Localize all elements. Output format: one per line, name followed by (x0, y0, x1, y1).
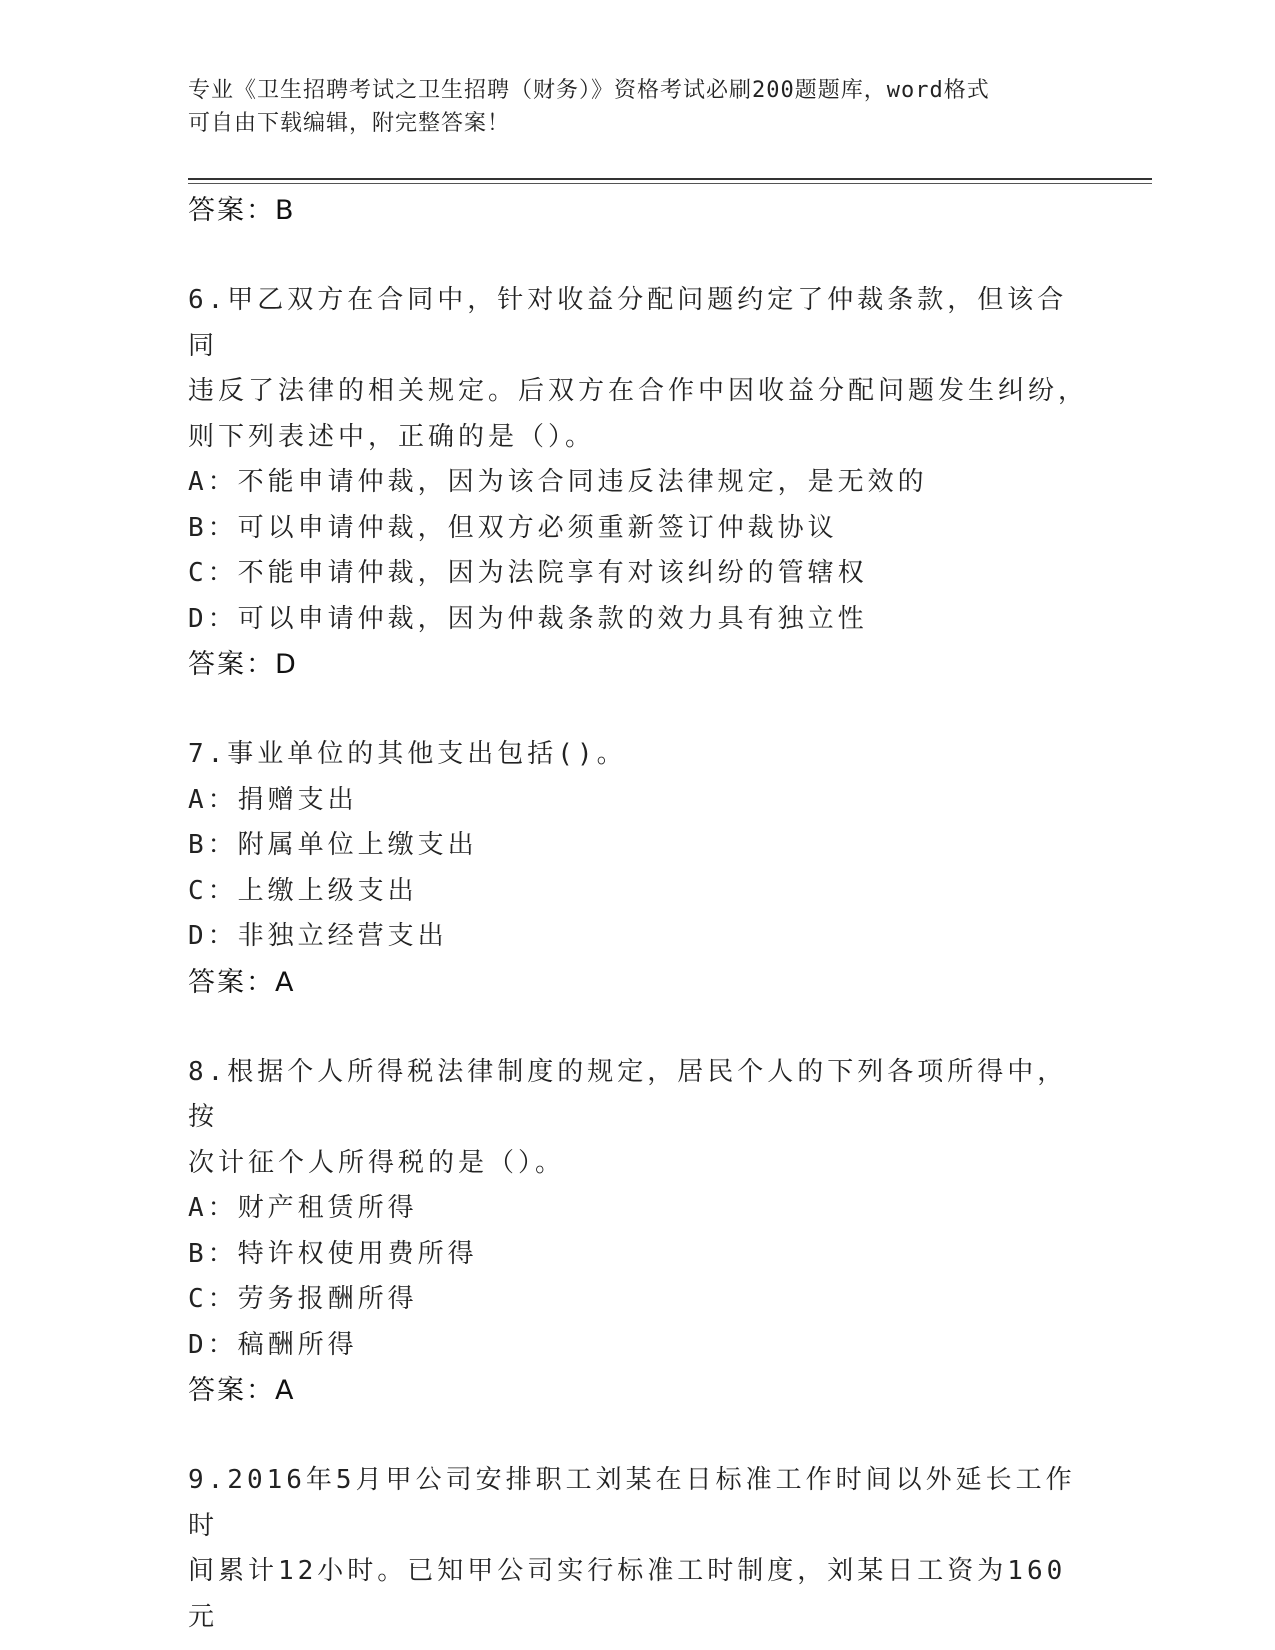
question-stem-line: 8.根据个人所得税法律制度的规定，居民个人的下列各项所得中，按 (188, 1056, 1068, 1132)
option-d: D：非独立经营支出 (188, 921, 448, 951)
question-stem-line: 间累计12小时。已知甲公司实行标准工时制度，刘某日工资为160元 (188, 1556, 1067, 1632)
answer-label: 答案： (188, 1375, 275, 1406)
question-8 (188, 1050, 1088, 1415)
answer-value: B (275, 195, 296, 226)
answer-line (188, 960, 1088, 1006)
option-b: B：附属单位上缴支出 (188, 830, 478, 860)
option-b: B：特许权使用费所得 (188, 1238, 478, 1269)
option-d: D：可以申请仲裁，因为仲裁条款的效力具有独立性 (188, 603, 868, 634)
option-a: A：财产租赁所得 (188, 1193, 418, 1223)
header-line-1: 专业《卫生招聘考试之卫生招聘（财务）》资格考试必刷200题题库，word格式 (188, 78, 990, 103)
question-stem-line: 7.事业单位的其他支出包括()。 (188, 739, 627, 769)
question-6 (188, 278, 1088, 688)
question-stem-line: 违反了法律的相关规定。后双方在合作中因收益分配问题发生纠纷， (188, 376, 1089, 406)
spacer (188, 1006, 1088, 1050)
option-b: B：可以申请仲裁，但双方必须重新签订仲裁协议 (188, 512, 838, 543)
option-c: C：不能申请仲裁，因为法院享有对该纠纷的管辖权 (188, 558, 868, 588)
answer-label: 答案： (188, 966, 275, 998)
question-7 (188, 732, 1088, 1006)
question-stem-line: 次计征个人所得税的是（）。 (188, 1147, 566, 1178)
answer-line (188, 1368, 1088, 1414)
answer-label: 答案： (188, 195, 275, 226)
answer-line (188, 188, 1088, 234)
option-d: D：稿酬所得 (188, 1329, 358, 1360)
answer-value: A (275, 966, 296, 998)
answer-line (188, 642, 1088, 688)
question-9 (188, 1458, 1088, 1640)
question-stem-line: 则下列表述中，正确的是（）。 (188, 421, 596, 452)
header-divider-thin (188, 183, 1152, 184)
spacer (188, 234, 1088, 278)
page-header (188, 74, 1088, 140)
spacer (188, 1414, 1088, 1458)
answer-value: A (275, 1375, 296, 1406)
option-c: C：劳务报酬所得 (188, 1284, 418, 1314)
question-stem-line: 9.2016年5月甲公司安排职工刘某在日标准工作时间以外延长工作时 (188, 1465, 1076, 1541)
option-a: A：不能申请仲裁，因为该合同违反法律规定，是无效的 (188, 467, 928, 497)
header-line-2: 可自由下载编辑，附完整答案！ (188, 111, 511, 136)
question-list (188, 188, 1088, 1640)
question-stem-line: 6.甲乙双方在合同中，针对收益分配问题约定了仲裁条款，但该合同 (188, 285, 1068, 361)
header-divider (188, 178, 1152, 180)
option-c: C：上缴上级支出 (188, 875, 418, 906)
answer-value: D (275, 649, 298, 680)
spacer (188, 688, 1088, 732)
answer-label: 答案： (188, 649, 275, 680)
option-a: A：捐赠支出 (188, 784, 358, 815)
